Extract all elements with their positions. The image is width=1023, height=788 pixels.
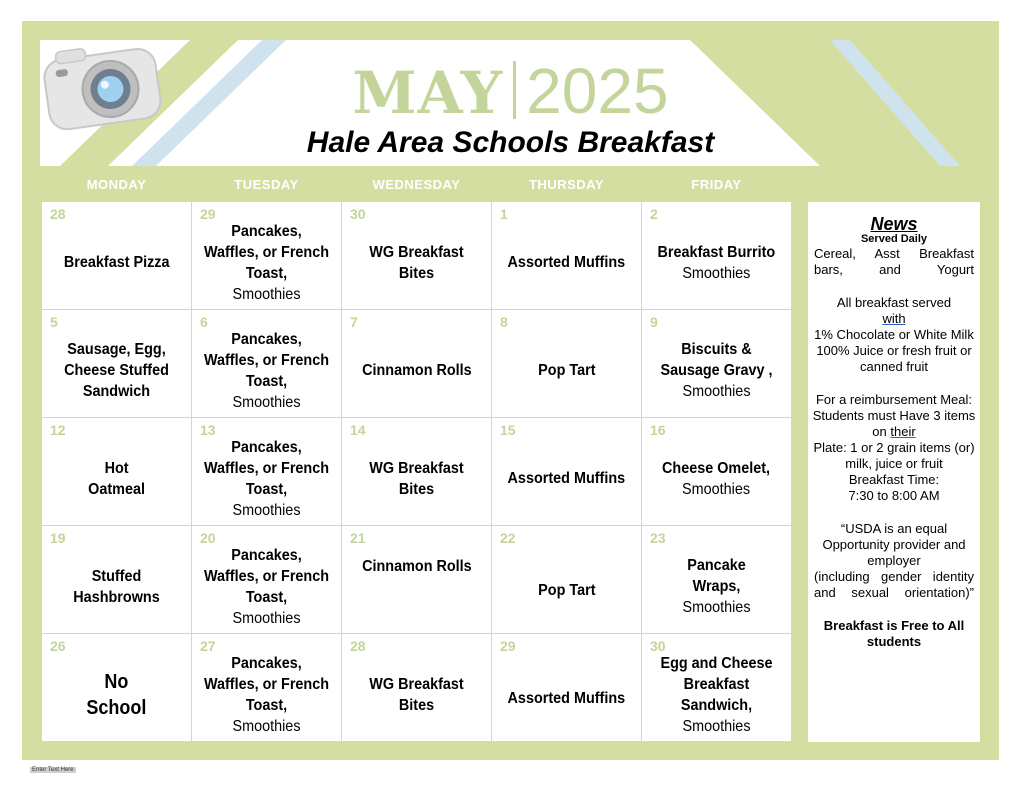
day-number: 1 (500, 206, 508, 222)
month-title (40, 54, 981, 128)
day-cell (42, 418, 191, 525)
day-number: 28 (350, 638, 366, 654)
menu-sub: Smoothies (232, 609, 301, 627)
day-cell (342, 418, 491, 525)
menu-main: No School (86, 670, 147, 719)
day-number: 7 (350, 314, 358, 330)
menu-item (42, 202, 191, 309)
news-title: News (870, 214, 918, 234)
day-number: 8 (500, 314, 508, 330)
day-number: 21 (350, 530, 366, 546)
menu-main: Pancakes, Waffles, or French Toast, (203, 654, 330, 714)
menu-item (342, 634, 491, 741)
day-number: 20 (200, 530, 216, 546)
reimbursement-text (808, 392, 980, 440)
served-daily-label: Served Daily (860, 233, 928, 245)
menu-main: Pancake Wraps, (687, 557, 746, 595)
menu-sub: Smoothies (232, 717, 301, 735)
day-cell (342, 202, 491, 309)
day-cell (192, 202, 341, 309)
day-number: 16 (650, 422, 666, 438)
menu-main: WG Breakfast Bites (369, 459, 464, 498)
served-items: Cereal, Asst Breakfast bars, and Yogurt (814, 246, 974, 277)
day-number: 2 (650, 206, 658, 222)
day-cell (192, 526, 341, 633)
menu-item (492, 418, 641, 525)
menu-sub: Smoothies (232, 285, 301, 303)
menu-item (342, 418, 491, 525)
day-number: 29 (200, 206, 216, 222)
day-cell (342, 526, 491, 633)
header-banner (40, 40, 981, 166)
day-number: 30 (650, 638, 666, 654)
day-cell (342, 634, 491, 741)
day-cell (492, 418, 641, 525)
menu-main: Stuffed Hashbrowns (73, 567, 160, 606)
menu-item (192, 310, 341, 417)
year: 2025 (526, 55, 669, 127)
menu-item (192, 418, 341, 525)
day-number: 13 (200, 422, 216, 438)
menu-main: Sausage, Egg, Cheese Stuffed Sandwich (64, 341, 169, 400)
weekday-tuesday: TUESDAY (234, 177, 299, 192)
menu-item (492, 310, 641, 417)
free-breakfast-note: Breakfast is Free to All students (823, 618, 965, 649)
menu-item (642, 634, 791, 741)
day-number: 12 (50, 422, 66, 438)
menu-item (642, 310, 791, 417)
menu-main: Egg and Cheese Breakfast Sandwich, (660, 654, 773, 714)
day-cell (192, 310, 341, 417)
menu-main: Assorted Muffins (507, 254, 626, 271)
day-cell (642, 526, 791, 633)
camera-icon (40, 40, 166, 132)
day-number: 28 (50, 206, 66, 222)
reimbursement-part-2: Plate: 1 or 2 grain items (or) milk, juice or fruit (813, 440, 975, 471)
menu-item (492, 202, 641, 309)
menu-sub: Smoothies (232, 393, 301, 411)
day-cell (492, 202, 641, 309)
with-text: with (882, 311, 906, 326)
their-text: their (890, 424, 916, 439)
day-cell (492, 526, 641, 633)
menu-sub: Smoothies (682, 480, 751, 498)
menu-main: Pop Tart (537, 582, 596, 599)
day-number: 30 (350, 206, 366, 222)
month-name: MAY (352, 59, 504, 127)
menu-main: Pop Tart (537, 362, 596, 379)
menu-item (642, 202, 791, 309)
weekday-monday: MONDAY (86, 177, 147, 192)
menu-item (642, 526, 791, 633)
menu-main: Cinnamon Rolls (361, 558, 472, 575)
menu-item (642, 418, 791, 525)
menu-main: Pancakes, Waffles, or French Toast, (203, 222, 330, 282)
weekday-thursday: THURSDAY (528, 177, 605, 192)
menu-item (42, 418, 191, 525)
reimbursement-part-1: For a reimbursement Meal: Students must Have 3 items on (812, 392, 976, 439)
day-cell (492, 310, 641, 417)
usda-statement-2: (including gender identity and sexual orientation)” (814, 569, 974, 600)
menu-sub: Smoothies (232, 501, 301, 519)
menu-sub: Smoothies (682, 264, 751, 282)
juice-text: 100% Juice or fresh fruit or canned fruit (816, 343, 972, 374)
day-cell (42, 526, 191, 633)
title-divider (513, 61, 516, 119)
breakfast-time: 7:30 to 8:00 AM (848, 488, 940, 503)
menu-item (42, 526, 191, 633)
day-cell (42, 634, 191, 741)
menu-main: Biscuits & Sausage Gravy , (660, 341, 773, 379)
news-panel (808, 202, 980, 742)
day-cell (192, 634, 341, 741)
day-number: 9 (650, 314, 658, 330)
menu-item (192, 526, 341, 633)
day-cell (642, 202, 791, 309)
breakfast-time-label: Breakfast Time: (848, 472, 940, 487)
milk-text: 1% Chocolate or White Milk (814, 327, 974, 342)
day-number: 29 (500, 638, 516, 654)
day-cell (42, 202, 191, 309)
day-number: 14 (350, 422, 366, 438)
menu-item (192, 634, 341, 741)
menu-main: Cinnamon Rolls (361, 362, 472, 379)
menu-main: Pancakes, Waffles, or French Toast, (203, 330, 330, 390)
menu-item (492, 526, 641, 633)
all-served-text: All breakfast served (836, 295, 952, 310)
menu-main: Assorted Muffins (507, 470, 626, 487)
menu-main: Cheese Omelet, (662, 459, 771, 477)
weekday-wednesday: WEDNESDAY (372, 177, 461, 192)
day-number: 26 (50, 638, 66, 654)
menu-main: Breakfast Burrito (657, 243, 776, 261)
day-number: 6 (200, 314, 208, 330)
day-number: 27 (200, 638, 216, 654)
menu-item (342, 526, 491, 633)
day-number: 15 (500, 422, 516, 438)
day-cell (492, 634, 641, 741)
menu-main: Assorted Muffins (507, 690, 626, 707)
school-title: Hale Area Schools Breakfast (306, 126, 715, 159)
footer-placeholder[interactable]: Enter Text Here (32, 767, 74, 773)
menu-item (342, 310, 491, 417)
menu-main: WG Breakfast Bites (369, 243, 464, 282)
day-number: 19 (50, 530, 66, 546)
day-cell (642, 634, 791, 741)
menu-item (342, 202, 491, 309)
menu-main: Pancakes, Waffles, or French Toast, (203, 546, 330, 606)
calendar-grid (42, 202, 791, 742)
menu-item (192, 202, 341, 309)
day-number: 23 (650, 530, 666, 546)
menu-main: WG Breakfast Bites (369, 675, 464, 714)
day-cell (342, 310, 491, 417)
day-cell (642, 310, 791, 417)
menu-main: Hot Oatmeal (88, 459, 145, 498)
menu-item (42, 634, 191, 741)
day-cell (42, 310, 191, 417)
menu-main: Pancakes, Waffles, or French Toast, (203, 438, 330, 498)
weekday-friday: FRIDAY (691, 177, 742, 192)
menu-main: Breakfast Pizza (63, 254, 170, 271)
menu-sub: Smoothies (682, 717, 751, 735)
menu-sub: Smoothies (682, 383, 751, 400)
menu-item (492, 634, 641, 741)
menu-item (42, 310, 191, 417)
day-number: 22 (500, 530, 516, 546)
usda-statement-1: “USDA is an equal Opportunity provider and employer (822, 521, 966, 568)
day-cell (642, 418, 791, 525)
day-number: 5 (50, 314, 58, 330)
menu-sub: Smoothies (682, 599, 751, 616)
day-cell (192, 418, 341, 525)
